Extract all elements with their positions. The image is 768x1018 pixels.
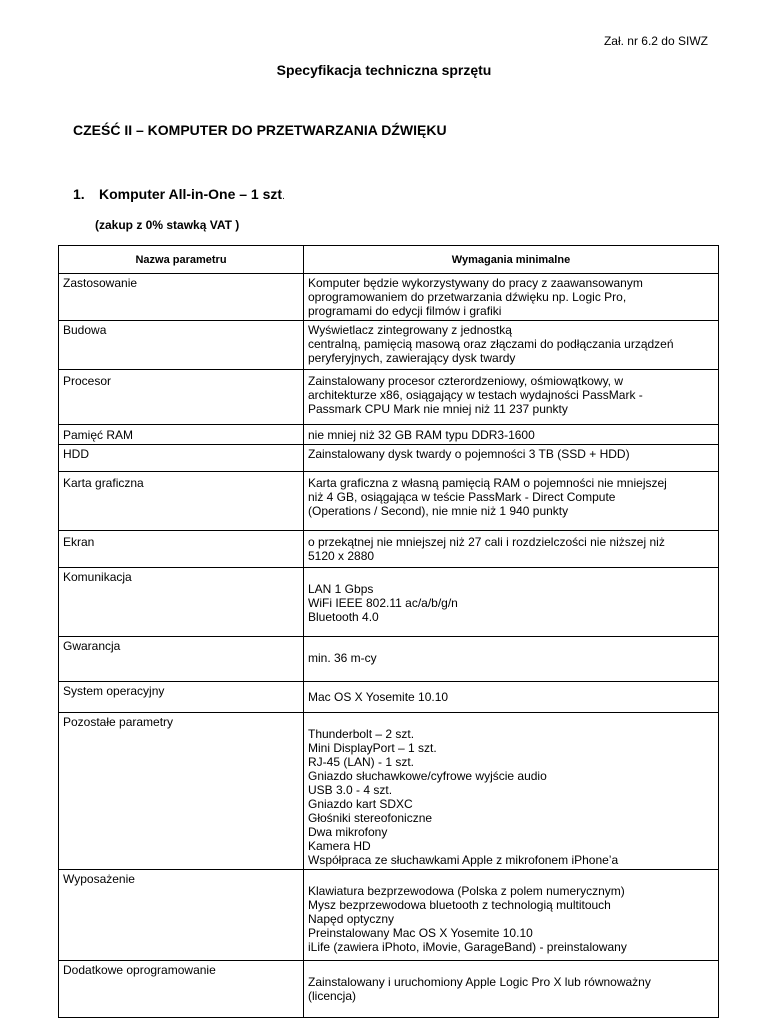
section-title: Komputer All-in-One – 1 szt	[99, 186, 283, 202]
param-requirement: Zainstalowany i uruchomiony Apple Logic Pro X lub równoważny (licencja)	[304, 961, 719, 1018]
page-title: Specyfikacja techniczna sprzętu	[276, 62, 492, 78]
param-requirement: Karta graficzna z własną pamięcią RAM o pojemności nie mniejszej niż 4 GB, osiągająca w teście PassMark - Direct Compute (Operations / Second), nie mnie niż 1 940 punkty	[304, 471, 719, 530]
param-name: Dodatkowe oprogramowanie	[59, 961, 304, 1018]
param-name: HDD	[59, 444, 304, 471]
param-name: Gwarancja	[59, 636, 304, 681]
table-row	[59, 961, 719, 1018]
param-requirement: Wyświetlacz zintegrowany z jednostką centralną, pamięcią masową oraz złączami do podłączania urządzeń peryferyjnych, zawierający dysk twardy	[304, 320, 719, 369]
param-name: Pozostałe parametry	[59, 712, 304, 869]
vat-note: (zakup z 0% stawką VAT )	[95, 218, 240, 232]
table-row	[59, 712, 719, 869]
param-name: Budowa	[59, 320, 304, 369]
table-row	[59, 424, 719, 444]
param-name: Zastosowanie	[59, 273, 304, 320]
column-header-name: Nazwa parametru	[59, 246, 304, 274]
section-heading	[73, 186, 285, 202]
param-requirement: Zainstalowany dysk twardy o pojemności 3 TB (SSD + HDD)	[304, 444, 719, 471]
param-name: Wyposażenie	[59, 870, 304, 961]
column-header-requirements: Wymagania minimalne	[304, 246, 719, 274]
param-requirement: o przekątnej nie mniejszej niż 27 cali i rozdzielczości nie niższej niż 5120 x 2880	[304, 530, 719, 567]
table-row	[59, 444, 719, 471]
param-requirement: Klawiatura bezprzewodowa (Polska z polem numerycznym) Mysz bezprzewodowa bluetooth z technologią multitouch Napęd optyczny Preinstalowany Mac OS X Yosemite 10.10 iLife (zawiera iPhoto, iMovie, GarageBand) - preinstalowany	[304, 870, 719, 961]
table-row	[59, 636, 719, 681]
annex-reference: Zał. nr 6.2 do SIWZ	[603, 34, 708, 48]
table-row	[59, 681, 719, 712]
table-row	[59, 471, 719, 530]
section-suffix: .	[282, 191, 285, 202]
part-heading: CZEŚĆ II – KOMPUTER DO PRZETWARZANIA DŹWIĘKU	[73, 122, 447, 138]
param-name: Procesor	[59, 369, 304, 424]
table-row	[59, 567, 719, 636]
table-row	[59, 870, 719, 961]
param-requirement: min. 36 m-cy	[304, 636, 719, 681]
param-requirement: nie mniej niż 32 GB RAM typu DDR3-1600	[304, 424, 719, 444]
param-name: Pamięć RAM	[59, 424, 304, 444]
table-row	[59, 369, 719, 424]
param-name: Ekran	[59, 530, 304, 567]
param-name: System operacyjny	[59, 681, 304, 712]
table-header-row	[59, 246, 719, 274]
param-requirement: Thunderbolt – 2 szt. Mini DisplayPort – 1 szt. RJ-45 (LAN) - 1 szt. Gniazdo słuchawkowe/cyfrowe wyjście audio USB 3.0 - 4 szt. Gniazdo kart SDXC Głośniki stereofoniczne Dwa mikrofony Kamera HD Współpraca ze słuchawkami Apple z mikrofonem iPhone’a	[304, 712, 719, 869]
spec-table	[58, 245, 719, 1018]
table-row	[59, 320, 719, 369]
param-name: Karta graficzna	[59, 471, 304, 530]
param-name: Komunikacja	[59, 567, 304, 636]
section-number: 1.	[73, 186, 85, 202]
param-requirement: Komputer będzie wykorzystywany do pracy z zaawansowanym oprogramowaniem do przetwarzania dźwięku np. Logic Pro, programami do edycji filmów i grafiki	[304, 273, 719, 320]
param-requirement: Zainstalowany procesor czterordzeniowy, ośmiowątkowy, w architekturze x86, osiągający w testach wydajności PassMark - Passmark CPU Mark nie mniej niż 11 237 punkty	[304, 369, 719, 424]
table-row	[59, 530, 719, 567]
table-row	[59, 273, 719, 320]
param-requirement: LAN 1 Gbps WiFi IEEE 802.11 ac/a/b/g/n Bluetooth 4.0	[304, 567, 719, 636]
param-requirement: Mac OS X Yosemite 10.10	[304, 681, 719, 712]
